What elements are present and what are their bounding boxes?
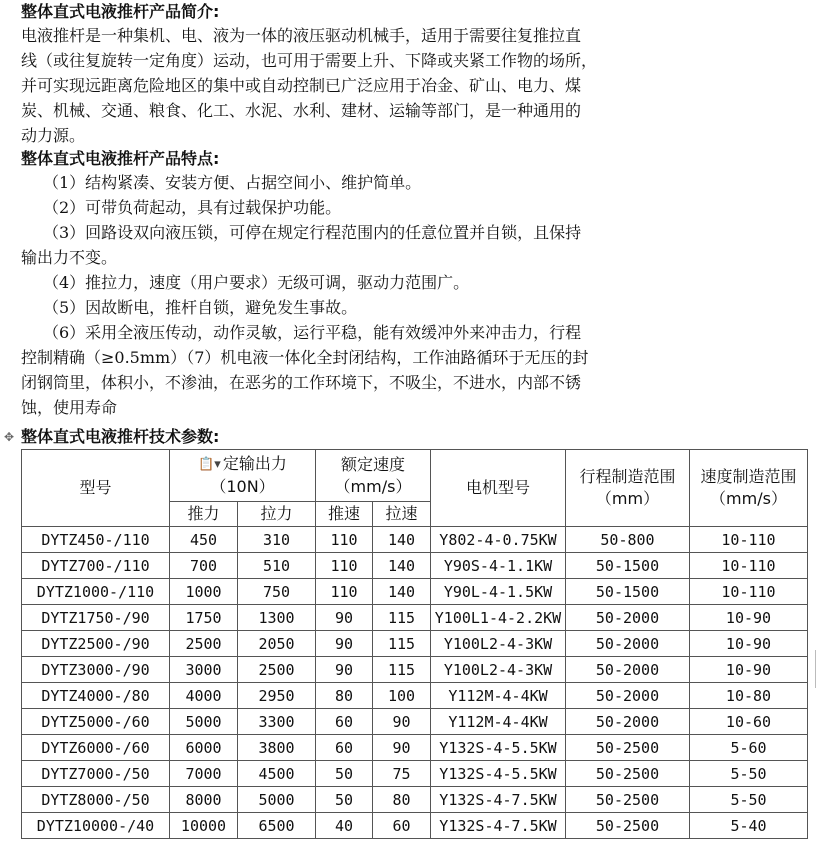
feature-line: （6）采用全液压传动，动作灵敏，运行平稳，能有效缓冲外来冲击力，行程 [43,323,582,342]
cell-stroke-range: 50-1500 [566,579,690,605]
cell-push-force: 7000 [170,761,238,787]
table-row [22,579,808,605]
cell-speed-range: 10-90 [690,657,808,683]
cell-pull-speed: 75 [373,761,431,787]
feature-item [21,220,701,270]
table-row [22,527,808,553]
table-row [22,631,808,657]
feature-line: 输出力不变。 [21,248,118,267]
cell-speed-range: 5-50 [690,787,808,813]
cell-speed-range: 10-90 [690,631,808,657]
cell-motor-model: Y90L-4-1.5KW [431,579,566,605]
cell-speed-range: 10-110 [690,527,808,553]
cell-model: DYTZ5000-/60 [22,709,170,735]
cell-push-force: 700 [170,553,238,579]
cell-push-speed: 60 [316,735,373,761]
cell-stroke-range: 50-2000 [566,709,690,735]
cell-pull-force: 3300 [238,709,316,735]
cell-pull-speed: 115 [373,657,431,683]
cell-push-speed: 110 [316,579,373,605]
cell-stroke-range: 50-2500 [566,735,690,761]
cell-stroke-range: 50-2000 [566,683,690,709]
speed-group-title: 额定速度 [340,454,405,474]
table-row [22,605,808,631]
cell-push-force: 8000 [170,787,238,813]
cell-push-speed: 110 [316,527,373,553]
cell-motor-model: Y100L1-4-2.2KW [431,605,566,631]
cell-model: DYTZ1750-/90 [22,605,170,631]
cell-motor-model: Y112M-4-4KW [431,709,566,735]
cell-push-speed: 90 [316,631,373,657]
speed-range-title: 速度制造范围 [700,467,797,486]
cell-pull-speed: 140 [373,527,431,553]
cell-motor-model: Y132S-4-5.5KW [431,761,566,787]
cell-pull-speed: 60 [373,813,431,839]
cell-push-force: 4000 [170,683,238,709]
cell-push-speed: 90 [316,605,373,631]
cell-push-force: 450 [170,527,238,553]
cell-pull-force: 4500 [238,761,316,787]
cell-stroke-range: 50-2000 [566,605,690,631]
cell-pull-force: 510 [238,553,316,579]
page-edge-marker [815,650,819,688]
spec-table [21,449,808,839]
stroke-range-title: 行程制造范围 [579,467,676,486]
cell-motor-model: Y802-4-0.75KW [431,527,566,553]
feature-item [21,195,701,220]
cell-pull-force: 2050 [238,631,316,657]
cell-pull-speed: 115 [373,605,431,631]
cell-speed-range: 10-110 [690,579,808,605]
cell-stroke-range: 50-2000 [566,631,690,657]
col-header-speed-range [690,450,808,527]
features-heading: 整体直式电液推杆产品特点: [21,149,220,168]
document-body [21,0,701,420]
cell-motor-model: Y90S-4-1.1KW [431,553,566,579]
cell-pull-speed: 80 [373,787,431,813]
cell-push-force: 1750 [170,605,238,631]
move-handle-icon[interactable]: ✥ [3,430,15,444]
cell-push-speed: 80 [316,683,373,709]
intro-line: 炭、机械、交通、粮食、化工、水泥、水利、建材、运输等部门，是一种通用的 [21,101,582,120]
col-header-motor: 电机型号 [431,450,566,527]
feature-item [21,320,701,420]
cell-stroke-range: 50-2500 [566,761,690,787]
cell-pull-force: 310 [238,527,316,553]
intro-line: 动力源。 [21,126,86,145]
cell-motor-model: Y112M-4-4KW [431,683,566,709]
specs-heading: 整体直式电液推杆技术参数: [21,427,220,446]
table-row [22,761,808,787]
cell-speed-range: 10-60 [690,709,808,735]
feature-item [21,170,701,195]
feature-line: 控制精确（≥0.5mm）（7）机电液一体化全封闭结构，工作油路循环于无压的封 [21,348,589,367]
cell-push-force: 3000 [170,657,238,683]
cell-push-force: 10000 [170,813,238,839]
cell-push-speed: 90 [316,657,373,683]
cell-pull-force: 5000 [238,787,316,813]
feature-line: （4）推拉力，速度（用户要求）无级可调，驱动力范围广。 [43,273,470,292]
table-row [22,553,808,579]
cell-model: DYTZ8000-/50 [22,787,170,813]
intro-heading: 整体直式电液推杆产品简介: [21,2,220,21]
speed-group-unit: （mm/s） [334,476,412,496]
cell-speed-range: 5-60 [690,735,808,761]
cell-pull-speed: 115 [373,631,431,657]
cell-speed-range: 10-110 [690,553,808,579]
cell-model: DYTZ700-/110 [22,553,170,579]
intro-paragraph [21,23,701,148]
cell-motor-model: Y132S-4-5.5KW [431,735,566,761]
cell-push-speed: 40 [316,813,373,839]
cell-pull-force: 2500 [238,657,316,683]
cell-pull-force: 3800 [238,735,316,761]
col-header-push-force: 推力 [170,502,238,527]
cell-pull-force: 750 [238,579,316,605]
force-group-title: 定输出力 [222,454,287,473]
cell-speed-range: 10-90 [690,605,808,631]
table-row [22,787,808,813]
cell-pull-speed: 100 [373,683,431,709]
feature-line: （2）可带负荷起动，具有过载保护功能。 [43,198,342,217]
cell-model: DYTZ4000-/80 [22,683,170,709]
cell-pull-force: 2950 [238,683,316,709]
cell-pull-speed: 90 [373,735,431,761]
feature-line: （1）结构紧凑、安装方便、占据空间小、维护简单。 [43,173,422,192]
cell-push-force: 1000 [170,579,238,605]
cell-stroke-range: 50-800 [566,527,690,553]
cell-model: DYTZ2500-/90 [22,631,170,657]
paste-options-icon[interactable]: 📋▾ [198,457,221,472]
cell-speed-range: 10-80 [690,683,808,709]
feature-item [21,270,701,295]
feature-line: （3）回路设双向液压锁，可停在规定行程范围内的任意位置并自锁，且保持 [43,223,582,242]
cell-speed-range: 5-50 [690,761,808,787]
intro-line: 并可实现远距离危险地区的集中或自动控制已广泛应用于冶金、矿山、电力、煤 [21,76,582,95]
cell-pull-speed: 90 [373,709,431,735]
cell-stroke-range: 50-2000 [566,657,690,683]
table-row [22,735,808,761]
feature-line: 闭钢筒里，体积小，不渗油，在恶劣的工作环境下，不吸尘，不进水，内部不锈 [21,373,582,392]
col-header-speed-group [316,450,431,502]
cell-model: DYTZ3000-/90 [22,657,170,683]
cell-push-force: 5000 [170,709,238,735]
cell-stroke-range: 50-2500 [566,787,690,813]
cell-stroke-range: 50-2500 [566,813,690,839]
cell-motor-model: Y100L2-4-3KW [431,657,566,683]
col-header-pull-force: 拉力 [238,502,316,527]
cell-pull-speed: 140 [373,553,431,579]
intro-line: 电液推杆是一种集机、电、液为一体的液压驱动机械手，适用于需要往复推拉直 [21,26,582,45]
col-header-pull-speed: 拉速 [373,502,431,527]
cell-pull-force: 6500 [238,813,316,839]
cell-model: DYTZ450-/110 [22,527,170,553]
cell-push-force: 6000 [170,735,238,761]
feature-item [21,295,701,320]
col-header-model: 型号 [22,450,170,527]
feature-line: （5）因故断电，推杆自锁，避免发生事故。 [43,298,358,317]
table-row [22,657,808,683]
cell-push-force: 2500 [170,631,238,657]
cell-model: DYTZ6000-/60 [22,735,170,761]
spec-table-body [22,527,808,839]
feature-line: 蚀，使用寿命 [21,398,118,417]
col-header-force-group [170,450,316,502]
force-group-unit: （10N） [210,477,275,496]
cell-push-speed: 50 [316,787,373,813]
cell-push-speed: 110 [316,553,373,579]
col-header-push-speed: 推速 [316,502,373,527]
cell-motor-model: Y132S-4-7.5KW [431,787,566,813]
table-row [22,813,808,839]
cell-model: DYTZ10000-/40 [22,813,170,839]
cell-motor-model: Y132S-4-7.5KW [431,813,566,839]
cell-stroke-range: 50-1500 [566,553,690,579]
speed-range-unit: （mm/s） [710,489,787,508]
cell-pull-force: 1300 [238,605,316,631]
table-row [22,683,808,709]
stroke-range-unit: （mm） [595,489,660,508]
cell-motor-model: Y100L2-4-3KW [431,631,566,657]
cell-model: DYTZ7000-/50 [22,761,170,787]
cell-push-speed: 60 [316,709,373,735]
cell-push-speed: 50 [316,761,373,787]
col-header-stroke-range [566,450,690,527]
cell-speed-range: 5-40 [690,813,808,839]
table-row [22,709,808,735]
cell-model: DYTZ1000-/110 [22,579,170,605]
intro-line: 线（或往复旋转一定角度）运动，也可用于需要上升、下降或夹紧工作物的场所， [21,51,598,70]
cell-pull-speed: 140 [373,579,431,605]
